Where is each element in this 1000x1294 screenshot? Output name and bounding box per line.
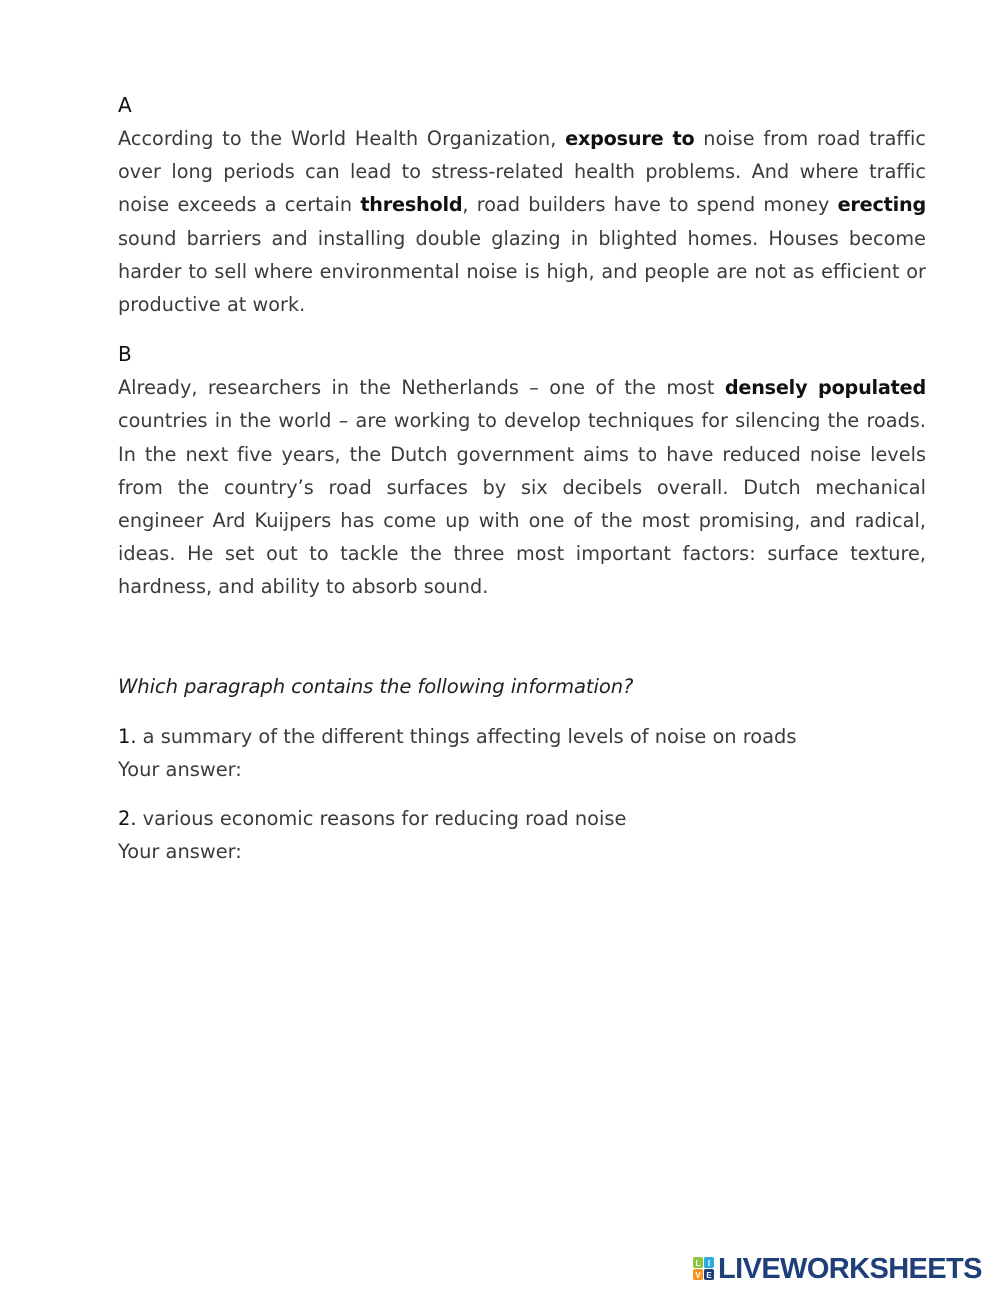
question-2 bbox=[118, 802, 926, 868]
key-term-densely-populated: densely populated bbox=[724, 376, 927, 400]
paragraph-b-text bbox=[118, 371, 926, 603]
logo-mark-letter: I bbox=[707, 1259, 711, 1268]
question-1-statement: a summary of the different things affecting levels of noise on roads bbox=[136, 724, 797, 748]
paragraph-b-segment: Already, researchers in the Netherlands – one of the most bbox=[118, 376, 725, 400]
paragraph-a-segment: According to the World Health Organization, bbox=[118, 127, 566, 150]
paragraph-b-block bbox=[118, 337, 926, 603]
question-1-answer-input[interactable] bbox=[250, 754, 674, 784]
question-1-number: 1. bbox=[118, 724, 137, 748]
liveworksheets-logo-icon bbox=[693, 1257, 715, 1281]
key-term-erecting: erecting bbox=[837, 193, 926, 217]
paragraph-a-letter: A bbox=[118, 93, 132, 117]
question-2-statement: various economic reasons for reducing road noise bbox=[136, 806, 627, 830]
key-term-threshold: threshold bbox=[360, 193, 463, 217]
logo-mark-letter: V bbox=[695, 1271, 701, 1280]
worksheet-page bbox=[118, 88, 926, 868]
key-term-exposure-to: exposure to bbox=[565, 127, 695, 150]
paragraph-a-text bbox=[118, 122, 926, 321]
question-2-answer-row bbox=[118, 835, 926, 868]
paragraph-a-segment: sound barriers and installing double glazing in blighted homes. Houses become harder to sell where environmental noise is high, and people are not as efficient or productive at work. bbox=[118, 226, 926, 317]
question-2-answer-input[interactable] bbox=[250, 836, 674, 866]
logo-mark-letter: E bbox=[706, 1271, 712, 1280]
paragraph-b-letter: B bbox=[118, 342, 132, 367]
paragraph-a-segment: , road builders have to spend money bbox=[462, 193, 838, 217]
question-1 bbox=[118, 720, 926, 786]
paragraph-b-segment: countries in the world – are working to develop techniques for silencing the roads. In the next five years, the Dutch government aims to have reduced noise levels from the country’s road surfaces by six decibels overall. Dutch mechanical engineer Ard Kuijpers has come up with one of the most promising, and radical, ideas. He set out to tackle the three most important factors: surface texture, hardness, and ability to absorb sound. bbox=[118, 409, 926, 599]
question-2-text bbox=[118, 802, 926, 835]
liveworksheets-logo-text: LIVEWORKSHEETS bbox=[718, 1253, 982, 1285]
question-2-number: 2. bbox=[118, 806, 137, 830]
logo-mark-letter: L bbox=[695, 1259, 701, 1268]
question-prompt: Which paragraph contains the following information? bbox=[118, 674, 634, 698]
liveworksheets-logo[interactable] bbox=[693, 1254, 982, 1284]
question-1-answer-row bbox=[118, 753, 926, 786]
question-1-text bbox=[118, 720, 926, 753]
paragraph-a-segment: noise from road traffic over long periods can lead to stress-related health problems. And where traffic noise exceeds a certain bbox=[118, 127, 927, 217]
question-2-answer-label: Your answer: bbox=[118, 839, 242, 863]
question-1-answer-label: Your answer: bbox=[118, 757, 242, 781]
